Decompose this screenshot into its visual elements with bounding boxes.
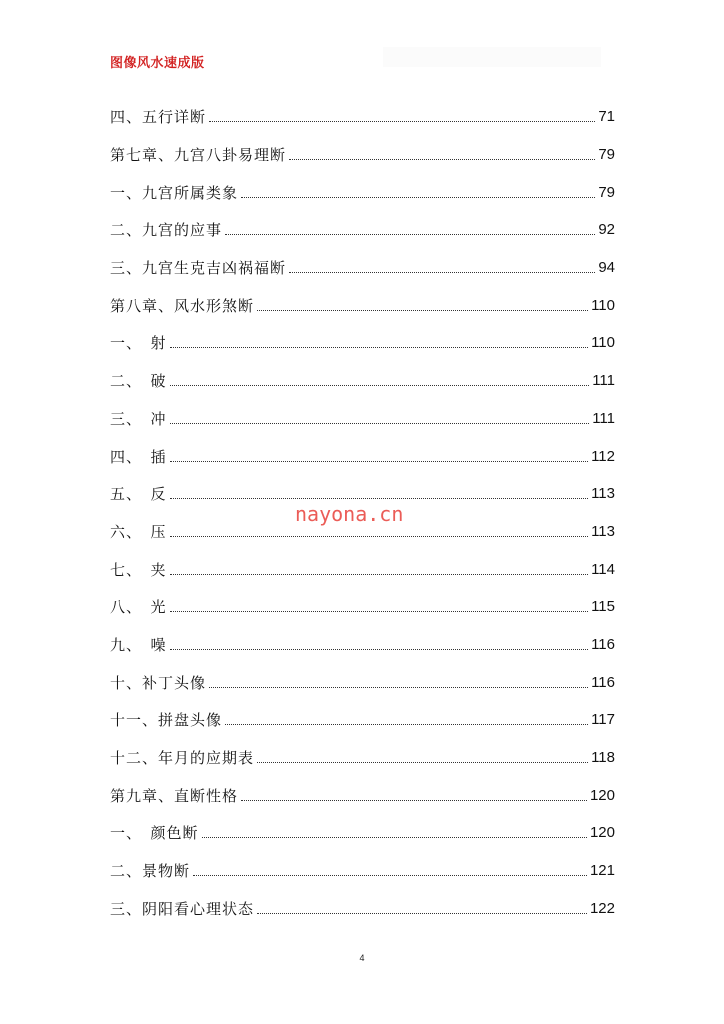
toc-entry-page: 120 <box>589 824 615 842</box>
toc-entry <box>110 249 615 287</box>
toc-entry-label: 十、补丁头像 <box>110 673 207 692</box>
dot-leader <box>209 687 588 688</box>
toc-entry-label: 一、九宫所属类象 <box>110 183 239 202</box>
toc-entry <box>110 211 615 249</box>
toc-entry-label: 四、五行详断 <box>110 108 207 127</box>
toc-entry-page: 113 <box>591 485 615 503</box>
toc-entry-label: 一、 射 <box>110 334 167 353</box>
toc-entry-label: 十一、拼盘头像 <box>110 711 223 730</box>
toc-entry <box>110 663 615 701</box>
dot-leader <box>170 498 589 499</box>
toc-entry-page: 111 <box>592 372 615 390</box>
toc-entry <box>110 588 615 626</box>
toc-entry-label: 第八章、风水形煞断 <box>110 296 255 315</box>
toc-entry-page: 121 <box>589 862 615 880</box>
toc-entry-page: 112 <box>591 447 615 465</box>
toc-entry-page: 116 <box>591 635 615 653</box>
dot-leader <box>257 762 588 763</box>
toc-entry-label: 三、九宫生克吉凶祸福断 <box>110 259 287 278</box>
toc-entry-label: 二、九宫的应事 <box>110 221 223 240</box>
toc-entry-page: 117 <box>591 711 615 729</box>
toc-entry-label: 四、 插 <box>110 447 167 466</box>
toc-entry <box>110 550 615 588</box>
toc-entry-label: 二、 破 <box>110 372 167 391</box>
toc-entry-label: 三、 冲 <box>110 409 167 428</box>
toc-entry-page: 79 <box>598 183 615 201</box>
dot-leader <box>225 234 595 235</box>
dot-leader <box>289 272 595 273</box>
toc-entry <box>110 626 615 664</box>
toc-entry-label: 八、 光 <box>110 598 167 617</box>
toc-entry <box>110 776 615 814</box>
dot-leader <box>170 347 589 348</box>
toc-entry <box>110 852 615 890</box>
dot-leader <box>193 875 587 876</box>
toc-entry-page: 110 <box>591 334 615 352</box>
dot-leader <box>170 574 589 575</box>
dot-leader <box>257 913 587 914</box>
dot-leader <box>241 800 587 801</box>
toc-entry <box>110 400 615 438</box>
toc-entry-label: 十二、年月的应期表 <box>110 749 255 768</box>
page-number: 4 <box>359 953 365 963</box>
document-header-title: 图像风水速成版 <box>110 56 205 71</box>
toc-entry <box>110 889 615 927</box>
toc-entry-page: 116 <box>591 673 615 691</box>
dot-leader <box>241 197 595 198</box>
toc-entry <box>110 739 615 777</box>
toc-entry <box>110 437 615 475</box>
toc-entry-page: 92 <box>598 221 615 239</box>
toc-entry-label: 一、 颜色断 <box>110 824 199 843</box>
toc-entry <box>110 324 615 362</box>
toc-entry-page: 111 <box>592 409 615 427</box>
dot-leader <box>225 724 588 725</box>
dot-leader <box>170 649 589 650</box>
toc-entry <box>110 701 615 739</box>
toc-entry-label: 第九章、直断性格 <box>110 786 239 805</box>
toc-entry-label: 七、 夹 <box>110 560 167 579</box>
toc-entry-page: 110 <box>591 296 615 314</box>
dot-leader <box>289 159 595 160</box>
dot-leader <box>170 536 589 537</box>
toc-entry-page: 113 <box>591 522 615 540</box>
toc-entry-page: 114 <box>591 560 615 578</box>
toc-entry-label: 二、景物断 <box>110 862 191 881</box>
toc-entry-label: 五、 反 <box>110 485 167 504</box>
toc-entry <box>110 136 615 174</box>
toc-entry <box>110 286 615 324</box>
dot-leader <box>170 461 589 462</box>
dot-leader <box>170 385 590 386</box>
toc-entry-page: 115 <box>591 598 615 616</box>
toc-entry-label: 九、 噪 <box>110 635 167 654</box>
dot-leader <box>170 423 590 424</box>
toc-entry-page: 79 <box>598 146 615 164</box>
toc-entry <box>110 173 615 211</box>
toc-entry-page: 120 <box>589 786 615 804</box>
dot-leader <box>170 611 589 612</box>
toc-entry-page: 122 <box>589 899 615 917</box>
toc-entry-label: 第七章、九宫八卦易理断 <box>110 146 287 165</box>
toc-entry <box>110 814 615 852</box>
toc-entry-label: 六、 压 <box>110 522 167 541</box>
dot-leader <box>209 121 595 122</box>
toc-entry <box>110 98 615 136</box>
dot-leader <box>202 837 587 838</box>
toc-entry-page: 71 <box>598 108 615 126</box>
header-blank-area <box>383 47 601 67</box>
watermark-text: nayona.cn <box>295 502 404 526</box>
toc-entry-label: 三、阴阳看心理状态 <box>110 899 255 918</box>
toc-entry-page: 118 <box>591 749 615 767</box>
dot-leader <box>257 310 588 311</box>
toc-entry-page: 94 <box>598 259 615 277</box>
toc-entry <box>110 362 615 400</box>
